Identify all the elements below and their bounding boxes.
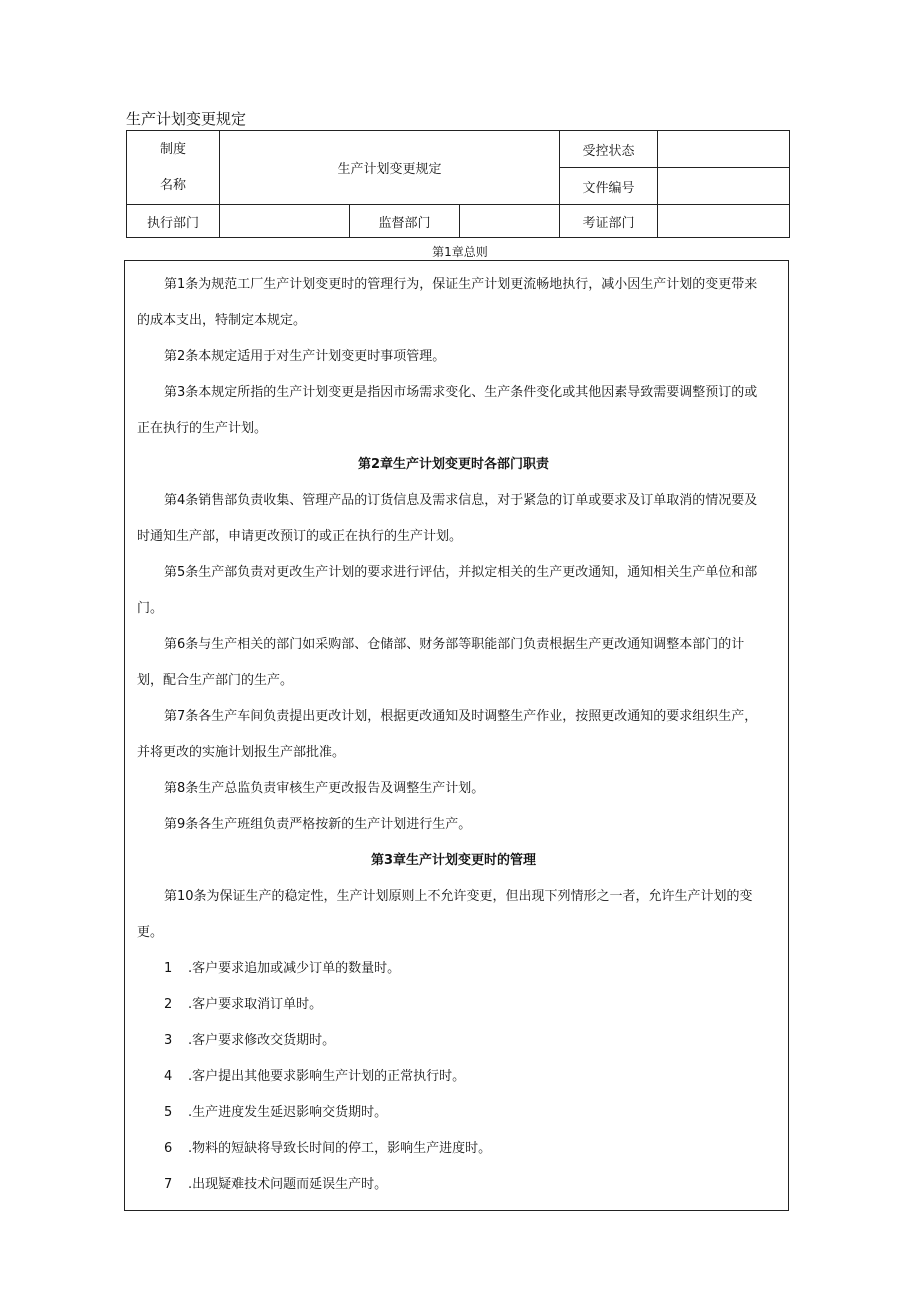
header-table <box>126 130 790 238</box>
article-3: 第3条本规定所指的生产计划变更是指因市场需求变化、生产条件变化或其他因素导致需要调整预订的或正在执行的生产计划。 <box>137 385 758 436</box>
article-2: 第2条本规定适用于对生产计划变更时事项管理。 <box>164 349 446 364</box>
verification-dept-label: 考证部门 <box>560 205 658 238</box>
supervision-dept-label: 监督部门 <box>350 205 460 238</box>
chapter-2-title: 第2章生产计划变更时各部门职责 <box>357 457 550 472</box>
control-status-label: 受控状态 <box>560 131 658 168</box>
supervision-dept-value <box>460 205 560 238</box>
article-4: 第4条销售部负责收集、管理产品的订货信息及需求信息，对于紧急的订单或要求及订单取消的情况要及时通知生产部，申请更改预订的或正在执行的生产计划。 <box>137 493 758 544</box>
control-status-value <box>658 131 790 168</box>
list-item: 1 .客户要求追加或减少订单的数量时。 <box>164 961 401 976</box>
execution-dept-value <box>220 205 350 238</box>
article-5: 第5条生产部负责对更改生产计划的要求进行评估，并拟定相关的生产更改通知，通知相关生产单位和部门。 <box>137 565 758 616</box>
article-6: 第6条与生产相关的部门如采购部、仓储部、财务部等职能部门负责根据生产更改通知调整本部门的计划，配合生产部门的生产。 <box>137 637 745 688</box>
file-number-value <box>658 168 790 205</box>
article-7: 第7条各生产车间负责提出更改计划，根据更改通知及时调整生产作业，按照更改通知的要求组织生产，并将更改的实施计划报生产部批准。 <box>137 709 758 760</box>
list-item: 7 .出现疑难技术问题而延误生产时。 <box>164 1177 388 1192</box>
article-1: 第1条为规范工厂生产计划变更时的管理行为，保证生产计划更流畅地执行，减小因生产计划的变更带来的成本支出，特制定本规定。 <box>137 277 758 328</box>
chapter-3-title: 第3章生产计划变更时的管理 <box>370 853 537 868</box>
system-name-value: 生产计划变更规定 <box>220 131 560 205</box>
label-zhidu: 制度 <box>159 141 186 157</box>
article-10: 第10条为保证生产的稳定性，生产计划原则上不允许变更，但出现下列情形之一者，允许生产计划的变更。 <box>137 889 753 940</box>
list-item: 2 .客户要求取消订单时。 <box>164 997 323 1012</box>
execution-dept-label: 执行部门 <box>127 205 220 238</box>
system-name-label-cell <box>127 131 220 205</box>
article-8: 第8条生产总监负责审核生产更改报告及调整生产计划。 <box>164 781 485 796</box>
list-item: 3 .客户要求修改交货期时。 <box>164 1033 336 1048</box>
list-item: 4 .客户提出其他要求影响生产计划的正常执行时。 <box>164 1069 466 1084</box>
label-mingcheng: 名称 <box>159 177 186 193</box>
file-number-label: 文件编号 <box>560 168 658 205</box>
list-item: 5 .生产进度发生延迟影响交货期时。 <box>164 1105 388 1120</box>
document-title: 生产计划变更规定 <box>126 110 247 128</box>
list-item: 6 .物料的短缺将导致长时间的停工，影响生产进度时。 <box>164 1141 492 1156</box>
content-box <box>124 260 789 1211</box>
verification-dept-value <box>658 205 790 238</box>
chapter-1-title: 第1章总则 <box>432 245 488 259</box>
article-9: 第9条各生产班组负责严格按新的生产计划进行生产。 <box>164 817 472 832</box>
